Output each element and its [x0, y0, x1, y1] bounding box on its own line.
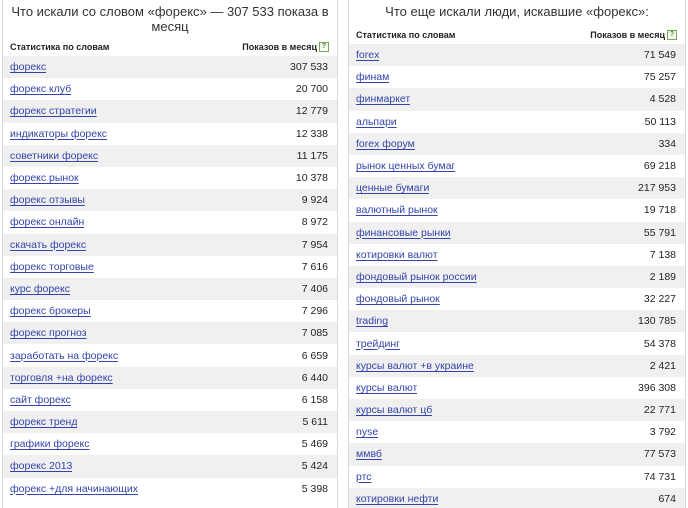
table-row [349, 310, 685, 332]
table-row [3, 56, 337, 78]
keyword-table [349, 44, 685, 508]
impressions-count: 7 406 [301, 282, 328, 295]
keyword-link[interactable]: форекс отзывы [10, 194, 85, 207]
table-row [349, 355, 685, 377]
impressions-count: 6 158 [301, 393, 328, 406]
table-row [349, 399, 685, 421]
impressions-count: 7 296 [301, 305, 328, 318]
column-header-count [242, 42, 329, 53]
keyword-link[interactable]: заработать на форекс [10, 349, 119, 362]
panel-words-with [2, 0, 338, 508]
impressions-count: 8 972 [301, 216, 328, 229]
table-row [3, 234, 337, 256]
impressions-count: 7 138 [649, 248, 676, 261]
table-row [349, 421, 685, 443]
table-row [349, 443, 685, 465]
keyword-link[interactable]: форекс тренд [10, 416, 78, 429]
keyword-link[interactable]: торговля +на форекс [10, 371, 113, 384]
impressions-count: 10 378 [295, 172, 328, 185]
keyword-link[interactable]: ценные бумаги [356, 182, 430, 195]
keyword-link[interactable]: финмаркет [356, 93, 411, 106]
keyword-link[interactable]: forex форум [356, 137, 415, 150]
impressions-count: 130 785 [638, 315, 676, 328]
keyword-link[interactable]: рынок ценных бумаг [356, 160, 456, 173]
table-row [349, 66, 685, 88]
keyword-link[interactable]: forex [356, 49, 380, 62]
table-row [3, 145, 337, 167]
table-row [349, 155, 685, 177]
keyword-link[interactable]: котировки нефти [356, 492, 439, 505]
table-row [3, 455, 337, 477]
impressions-count: 7 954 [301, 238, 328, 251]
impressions-count: 307 533 [290, 61, 328, 74]
keyword-table [3, 56, 337, 500]
keyword-link[interactable]: графики форекс [10, 438, 90, 451]
keyword-link[interactable]: советники форекс [10, 149, 99, 162]
keyword-link[interactable]: курсы валют цб [356, 404, 433, 417]
keyword-link[interactable]: форекс рынок [10, 172, 79, 185]
column-header-count-label: Показов в месяц [590, 29, 665, 40]
table-row [349, 288, 685, 310]
panel-title: Что искали со словом «форекс» — 307 533 показа в месяц [11, 4, 329, 34]
keyword-link[interactable]: фондовый рынок россии [356, 270, 477, 283]
keyword-link[interactable]: скачать форекс [10, 238, 87, 251]
table-row [3, 100, 337, 122]
keyword-link[interactable]: форекс онлайн [10, 216, 85, 229]
table-row [3, 278, 337, 300]
keyword-link[interactable]: форекс +для начинающих [10, 482, 139, 495]
impressions-count: 54 378 [643, 337, 676, 350]
impressions-count: 69 218 [643, 160, 676, 173]
impressions-count: 20 700 [295, 83, 328, 96]
impressions-count: 77 573 [643, 448, 676, 461]
table-row [3, 167, 337, 189]
table-header [3, 38, 337, 56]
panel-also-searched [348, 0, 686, 508]
keyword-link[interactable]: ммвб [356, 448, 382, 461]
keyword-link[interactable]: форекс [10, 61, 47, 74]
help-icon[interactable]: ? [667, 30, 677, 40]
impressions-count: 7 616 [301, 260, 328, 273]
keyword-link[interactable]: фондовый рынок [356, 293, 440, 306]
column-header-count-label: Показов в месяц [242, 41, 317, 52]
impressions-count: 396 308 [638, 381, 676, 394]
table-header [349, 26, 685, 44]
impressions-count: 5 611 [302, 416, 328, 429]
column-header-words: Статистика по словам [356, 30, 456, 40]
keyword-link[interactable]: индикаторы форекс [10, 127, 108, 140]
impressions-count: 5 469 [301, 438, 328, 451]
impressions-count: 3 792 [649, 426, 676, 439]
impressions-count: 55 791 [643, 226, 676, 239]
table-row [3, 433, 337, 455]
table-row [3, 189, 337, 211]
help-icon[interactable]: ? [319, 42, 329, 52]
table-row [3, 256, 337, 278]
keyword-link[interactable]: курс форекс [10, 282, 70, 295]
panel-title: Что еще искали люди, искавшие «форекс»: [385, 4, 649, 19]
table-row [349, 177, 685, 199]
keyword-link[interactable]: финансовые рынки [356, 226, 451, 239]
table-row [349, 133, 685, 155]
table-row [3, 123, 337, 145]
keyword-link[interactable]: форекс стратегии [10, 105, 97, 118]
table-row [349, 244, 685, 266]
impressions-count: 75 257 [643, 71, 676, 84]
keyword-link[interactable]: курсы валют +в украине [356, 359, 474, 372]
table-row [349, 88, 685, 110]
table-row [3, 411, 337, 433]
impressions-count: 71 549 [643, 49, 676, 62]
impressions-count: 12 338 [295, 127, 328, 140]
keyword-link[interactable]: форекс 2013 [10, 460, 73, 473]
keyword-link[interactable]: альпари [356, 115, 397, 128]
table-row [3, 300, 337, 322]
impressions-count: 6 659 [301, 349, 328, 362]
impressions-count: 22 771 [643, 404, 676, 417]
table-row [3, 344, 337, 366]
table-row [349, 222, 685, 244]
table-row [3, 478, 337, 500]
table-row [3, 78, 337, 100]
impressions-count: 674 [658, 492, 676, 505]
impressions-count: 4 528 [649, 93, 676, 106]
table-row [349, 488, 685, 508]
table-row [349, 466, 685, 488]
impressions-count: 2 189 [649, 270, 676, 283]
impressions-count: 74 731 [643, 470, 676, 483]
keyword-link[interactable]: trading [356, 315, 389, 328]
keyword-link[interactable]: валютный рынок [356, 204, 438, 217]
table-row [3, 322, 337, 344]
table-row [349, 377, 685, 399]
impressions-count: 12 779 [295, 105, 328, 118]
table-row [349, 111, 685, 133]
table-row [349, 266, 685, 288]
keyword-link[interactable]: курсы валют [356, 381, 418, 394]
impressions-count: 2 421 [649, 359, 676, 372]
table-row [349, 199, 685, 221]
table-row [3, 367, 337, 389]
impressions-count: 32 227 [643, 293, 676, 306]
impressions-count: 6 440 [301, 371, 328, 384]
table-row [3, 211, 337, 233]
keyword-link[interactable]: ртс [356, 470, 372, 483]
keyword-link[interactable]: форекс клуб [10, 83, 72, 96]
column-header-count [590, 30, 677, 41]
impressions-count: 5 398 [301, 482, 328, 495]
impressions-count: 19 718 [643, 204, 676, 217]
table-row [349, 332, 685, 354]
keyword-link[interactable]: форекс брокеры [10, 305, 91, 318]
keyword-link[interactable]: трейдинг [356, 337, 400, 350]
table-row [3, 389, 337, 411]
keyword-link[interactable]: форекс торговые [10, 260, 94, 273]
keyword-link[interactable]: форекс прогноз [10, 327, 87, 340]
keyword-link[interactable]: котировки валют [356, 248, 438, 261]
keyword-link[interactable]: финам [356, 71, 390, 84]
column-header-words: Статистика по словам [10, 42, 110, 52]
impressions-count: 334 [658, 137, 676, 150]
keyword-link[interactable]: nyse [356, 426, 379, 439]
impressions-count: 7 085 [301, 327, 328, 340]
impressions-count: 50 113 [644, 115, 676, 128]
table-row [349, 44, 685, 66]
impressions-count: 5 424 [301, 460, 328, 473]
impressions-count: 11 175 [296, 149, 328, 162]
impressions-count: 9 924 [301, 194, 328, 207]
keyword-link[interactable]: сайт форекс [10, 393, 71, 406]
impressions-count: 217 953 [638, 182, 676, 195]
